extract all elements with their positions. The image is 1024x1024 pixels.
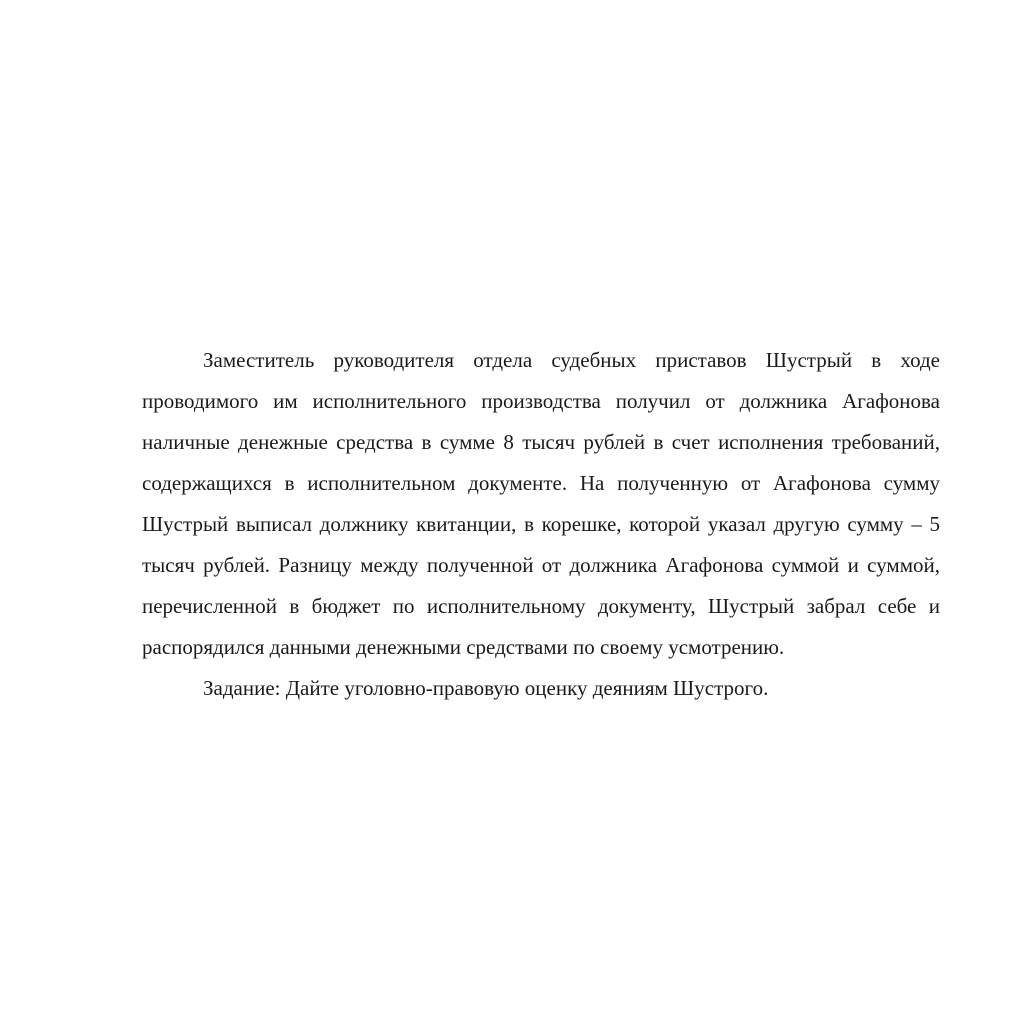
document-page <box>142 340 940 709</box>
task-statement: Задание: Дайте уголовно-правовую оценку деяниям Шустрого. <box>203 676 769 700</box>
case-description-paragraph: Заместитель руководителя отдела судебных приставов Шустрый в ходе проводимого им исполнительного производства получил от должника Агафонова наличные денежные средства в сумме 8 тысяч рублей в счет исполнения требований, содержащихся в исполнительном документе. На полученную от Агафонова сумму Шустрый выписал должнику квитанции, в корешке, которой указал другую сумму – 5 тысяч рублей. Разницу между полученной от должника Агафонова суммой и суммой, перечисленной в бюджет по исполнительному документу, Шустрый забрал себе и распорядился данными денежными средствами по своему усмотрению. <box>142 348 940 659</box>
